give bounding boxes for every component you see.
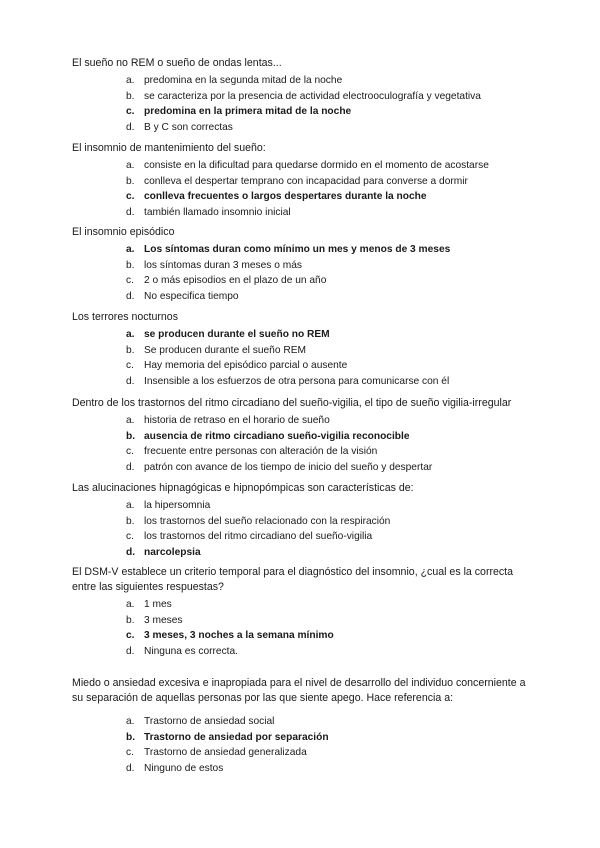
option-letter: b. — [126, 515, 135, 527]
option-text: ausencia de ritmo circadiano sueño-vigilia reconocible — [144, 430, 410, 442]
option-item — [72, 205, 532, 221]
option-item — [72, 644, 532, 660]
option-list — [72, 498, 532, 560]
option-text: 1 mes — [144, 599, 172, 610]
option-item — [72, 444, 532, 460]
option-text: Insensible a los esfuerzos de otra persona para comunicarse con él — [144, 375, 450, 387]
option-list — [72, 242, 532, 304]
option-item-correct — [72, 628, 532, 644]
question-stem: Los terrores nocturnos — [72, 311, 178, 323]
option-item — [72, 73, 532, 89]
question-stem: Dentro de los trastornos del ritmo circadiano del sueño-vigilia, el tipo de sueño vigilia-irregular — [72, 397, 512, 409]
option-text: consiste en la dificultad para quedarse dormido en el momento de acostarse — [144, 160, 489, 171]
option-letter: b. — [126, 90, 135, 102]
option-item — [72, 120, 532, 136]
question-stem: Las alucinaciones hipnagógicas e hipnopómpicas son características de: — [72, 482, 414, 494]
option-letter: a. — [126, 160, 135, 171]
question-4 — [72, 310, 532, 389]
option-letter: a. — [126, 415, 135, 426]
option-text: Ninguno de estos — [144, 762, 224, 774]
option-letter: d. — [126, 762, 135, 774]
option-letter: a. — [126, 75, 135, 86]
option-item — [72, 89, 532, 105]
option-text: No especifica tiempo — [144, 290, 239, 302]
option-letter: c. — [126, 747, 134, 759]
option-text: Trastorno de ansiedad generalizada — [144, 747, 307, 759]
option-letter: b. — [126, 731, 136, 743]
option-item-correct — [72, 242, 532, 258]
option-letter: a. — [126, 500, 135, 511]
option-text: Los síntomas duran como mínimo un mes y menos de 3 meses — [144, 244, 451, 255]
option-text: historia de retraso en el horario de sueño — [144, 415, 330, 426]
option-item-correct — [72, 730, 532, 746]
option-text: Se producen durante el sueño REM — [144, 344, 306, 356]
option-letter: c. — [126, 630, 135, 642]
option-text: patrón con avance de los tiempo de inicio del sueño y despertar — [144, 461, 433, 473]
option-letter: d. — [126, 461, 135, 473]
option-text: Ninguna es correcta. — [144, 645, 239, 657]
option-text: Trastorno de ansiedad por separación — [144, 731, 329, 743]
option-item-correct — [72, 327, 532, 343]
option-item-correct — [72, 545, 532, 561]
option-item — [72, 498, 532, 514]
option-text: frecuente entre personas con alteración de la visión — [144, 446, 378, 458]
option-item — [72, 460, 532, 476]
question-stem: El insomnio episódico — [72, 226, 175, 238]
option-list — [72, 714, 532, 776]
option-text: se caracteriza por la presencia de actividad electrooculografía y vegetativa — [144, 90, 481, 102]
option-letter: b. — [126, 259, 135, 271]
option-item — [72, 158, 532, 174]
option-text: Hay memoria del episódico parcial o ausente — [144, 360, 348, 372]
option-text: conlleva frecuentes o largos despertares durante la noche — [144, 191, 427, 203]
question-stem: El sueño no REM o sueño de ondas lentas... — [72, 57, 282, 69]
option-letter: a. — [126, 716, 135, 727]
option-letter: d. — [126, 121, 135, 133]
option-item — [72, 613, 532, 629]
option-item-correct — [72, 189, 532, 205]
option-item-correct — [72, 104, 532, 120]
option-text: predomina en la segunda mitad de la noche — [144, 75, 343, 86]
option-text: B y C son correctas — [144, 121, 233, 133]
question-2 — [72, 141, 532, 220]
option-letter: a. — [126, 244, 135, 255]
option-item — [72, 289, 532, 305]
question-5 — [72, 396, 532, 475]
option-letter: c. — [126, 275, 134, 287]
option-letter: c. — [126, 360, 134, 372]
option-text: la hipersomnia — [144, 500, 211, 511]
option-text: conlleva el despertar temprano con incapacidad para converse a dormir — [144, 175, 468, 187]
option-letter: b. — [126, 344, 135, 356]
option-letter: c. — [126, 531, 134, 543]
option-letter: b. — [126, 175, 135, 187]
option-list — [72, 158, 532, 220]
option-letter: d. — [126, 546, 136, 558]
option-item — [72, 273, 532, 289]
option-letter: c. — [126, 106, 135, 118]
option-letter: b. — [126, 430, 136, 442]
option-text: los trastornos del ritmo circadiano del sueño-vigilia — [144, 531, 373, 543]
option-letter: d. — [126, 206, 135, 218]
option-letter: a. — [126, 599, 135, 610]
option-item — [72, 358, 532, 374]
option-letter: c. — [126, 446, 134, 458]
option-letter: b. — [126, 614, 135, 626]
option-text: Trastorno de ansiedad social — [144, 716, 275, 727]
option-list — [72, 597, 532, 659]
option-text: también llamado insomnio inicial — [144, 206, 291, 218]
option-letter: c. — [126, 191, 135, 203]
option-text: se producen durante el sueño no REM — [144, 329, 330, 340]
option-text: narcolepsia — [144, 546, 201, 558]
option-letter: d. — [126, 645, 135, 657]
option-text: 2 o más episodios en el plazo de un año — [144, 275, 327, 287]
question-stem: Miedo o ansiedad excesiva e inapropiada para el nivel de desarrollo del individuo concerniente a su separación de aquellas personas por las que siente apego. Hace referencia a: — [72, 677, 526, 704]
option-item — [72, 514, 532, 530]
option-text: 3 meses, 3 noches a la semana mínimo — [144, 630, 334, 642]
option-item — [72, 529, 532, 545]
option-text: los trastornos del sueño relacionado con la respiración — [144, 515, 391, 527]
option-text: 3 meses — [144, 614, 183, 626]
option-text: los síntomas duran 3 meses o más — [144, 259, 302, 271]
option-item — [72, 343, 532, 359]
option-item — [72, 258, 532, 274]
option-list — [72, 73, 532, 135]
question-3 — [72, 225, 532, 304]
option-letter: a. — [126, 329, 135, 340]
question-8 — [72, 676, 532, 776]
option-item — [72, 597, 532, 613]
option-list — [72, 413, 532, 475]
option-item — [72, 413, 532, 429]
option-item — [72, 714, 532, 730]
option-item — [72, 761, 532, 777]
option-item — [72, 374, 532, 390]
option-letter: d. — [126, 375, 135, 387]
option-list — [72, 327, 532, 389]
option-item-correct — [72, 429, 532, 445]
option-text: predomina en la primera mitad de la noche — [144, 106, 352, 118]
option-item — [72, 745, 532, 761]
question-stem: El insomnio de mantenimiento del sueño: — [72, 142, 266, 154]
question-stem: El DSM-V establece un criterio temporal para el diagnóstico del insomnio, ¿cual es la correcta entre las siguientes respuestas? — [72, 566, 514, 593]
option-letter: d. — [126, 290, 135, 302]
question-1 — [72, 56, 532, 135]
question-6 — [72, 481, 532, 560]
question-7 — [72, 565, 532, 659]
option-item — [72, 174, 532, 190]
